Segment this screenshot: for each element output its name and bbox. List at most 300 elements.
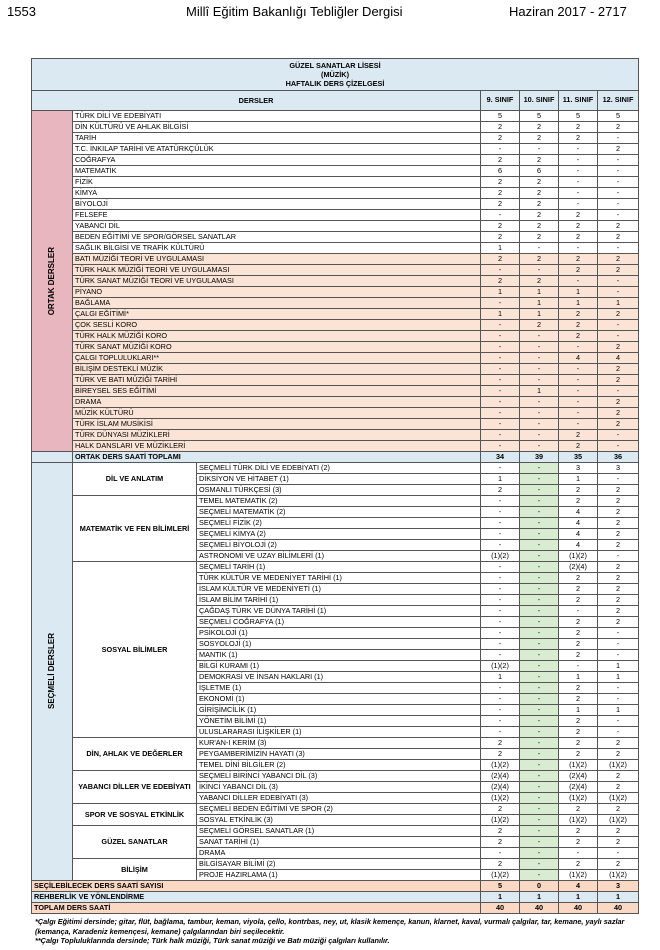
course-name: BİREYSEL SES EĞİTİMİ <box>73 386 481 397</box>
hours-cell: - <box>598 430 639 441</box>
hours-cell: - <box>481 265 520 276</box>
footnote-2: **Çalgı Topluluklarında dersinde; Türk halk müziği, Türk sanat müziği ve Batı müziği çalgıları kullanılır. <box>35 936 390 945</box>
hours-cell: 2 <box>559 804 598 815</box>
hours-cell: 2 <box>559 573 598 584</box>
hours-cell: - <box>520 474 559 485</box>
hours-cell: - <box>520 683 559 694</box>
col-grade-12: 12. SINIF <box>598 91 639 111</box>
hours-cell: 2 <box>598 485 639 496</box>
total-cell: 35 <box>559 452 598 463</box>
hours-cell: (1)(2) <box>559 815 598 826</box>
hours-cell: - <box>520 793 559 804</box>
hours-cell: (1)(2) <box>559 551 598 562</box>
table-row <box>32 320 639 331</box>
hours-cell: - <box>520 606 559 617</box>
hours-cell: 2 <box>520 210 559 221</box>
hours-cell: 4 <box>598 353 639 364</box>
table-row <box>32 265 639 276</box>
hours-cell: - <box>481 694 520 705</box>
hours-cell: 1 <box>598 661 639 672</box>
hours-cell: - <box>559 199 598 210</box>
hours-cell: 2 <box>598 606 639 617</box>
course-name: ÇALGI EĞİTİMİ* <box>73 309 481 320</box>
course-name: T.C. İNKILAP TARİHİ VE ATATÜRKÇÜLÜK <box>73 144 481 155</box>
hours-cell: - <box>598 639 639 650</box>
hours-cell: 2 <box>559 584 598 595</box>
hours-cell: 2 <box>559 595 598 606</box>
table-row <box>32 364 639 375</box>
hours-cell: - <box>520 782 559 793</box>
hours-cell: 2 <box>481 749 520 760</box>
hours-cell: - <box>481 848 520 859</box>
summary-cell: 4 <box>559 881 598 892</box>
table-row <box>32 397 639 408</box>
hours-cell: - <box>598 320 639 331</box>
hours-cell: - <box>481 562 520 573</box>
hours-cell: - <box>598 441 639 452</box>
group-name: SOSYAL BİLİMLER <box>73 562 197 738</box>
table-row <box>32 210 639 221</box>
course-name: TÜRK İSLAM MUSİKİSİ <box>73 419 481 430</box>
table-row <box>32 254 639 265</box>
hours-cell: - <box>481 595 520 606</box>
course-name: ULUSLARARASI İLİŞKİLER (1) <box>197 727 481 738</box>
hours-cell: - <box>481 342 520 353</box>
hours-cell: - <box>520 430 559 441</box>
table-row <box>32 419 639 430</box>
hours-cell: - <box>481 408 520 419</box>
course-name: TARİH <box>73 133 481 144</box>
hours-cell: (1)(2) <box>559 760 598 771</box>
hours-cell: 2 <box>598 419 639 430</box>
hours-cell: - <box>481 298 520 309</box>
hours-cell: - <box>559 606 598 617</box>
hours-cell: 4 <box>559 507 598 518</box>
hours-cell: - <box>520 507 559 518</box>
hours-cell: 2 <box>481 221 520 232</box>
hours-cell: 2 <box>598 573 639 584</box>
hours-cell: 2 <box>559 826 598 837</box>
course-name: SEÇMELİ MATEMATİK (2) <box>197 507 481 518</box>
hours-cell: - <box>481 463 520 474</box>
page-header <box>0 4 660 24</box>
total-cell: 34 <box>481 452 520 463</box>
hours-cell: 5 <box>520 111 559 122</box>
hours-cell: (2)(4) <box>559 562 598 573</box>
course-name: SEÇMELİ TÜRK DİLİ VE EDEBİYATI (2) <box>197 463 481 474</box>
hours-cell: - <box>520 705 559 716</box>
title-line-2: (MÜZİK) <box>321 70 349 79</box>
hours-cell: 4 <box>559 540 598 551</box>
hours-cell: 2 <box>598 771 639 782</box>
hours-cell: - <box>520 870 559 881</box>
table-row <box>32 232 639 243</box>
hours-cell: - <box>598 155 639 166</box>
hours-cell: 2 <box>598 540 639 551</box>
course-name: MANTIK (1) <box>197 650 481 661</box>
hours-cell: - <box>481 441 520 452</box>
hours-cell: 2 <box>520 320 559 331</box>
table-row <box>32 155 639 166</box>
hours-cell: 1 <box>559 287 598 298</box>
hours-cell: - <box>598 694 639 705</box>
course-name: TÜRK DİLİ VE EDEBİYATI <box>73 111 481 122</box>
course-name: TEMEL DİNİ BİLGİLER (2) <box>197 760 481 771</box>
hours-cell: (1)(2) <box>481 815 520 826</box>
title-line-3: HAFTALIK DERS ÇİZELGESİ <box>285 79 385 88</box>
hours-cell: 1 <box>520 386 559 397</box>
hours-cell: 2 <box>559 485 598 496</box>
course-name: TÜRK DÜNYASI MÜZİKLERİ <box>73 430 481 441</box>
course-name: BEDEN EĞİTİMİ VE SPOR/GÖRSEL SANATLAR <box>73 232 481 243</box>
table-row <box>32 463 639 474</box>
hours-cell: 2 <box>598 397 639 408</box>
hours-cell: (1)(2) <box>481 793 520 804</box>
course-name: YABANCI DİLLER EDEBİYATI (3) <box>197 793 481 804</box>
course-name: DEMOKRASİ VE İNSAN HAKLARI (1) <box>197 672 481 683</box>
hours-cell: - <box>598 727 639 738</box>
table-title <box>32 59 639 91</box>
hours-cell: 2 <box>598 562 639 573</box>
course-name: TÜRK SANAT MÜZİĞİ TEORİ VE UYGULAMASI <box>73 276 481 287</box>
hours-cell: - <box>598 628 639 639</box>
hours-cell: (1)(2) <box>598 760 639 771</box>
course-name: SANAT TARİHİ (1) <box>197 837 481 848</box>
hours-cell: - <box>520 738 559 749</box>
hours-cell: - <box>598 650 639 661</box>
table-row <box>32 177 639 188</box>
table-row <box>32 375 639 386</box>
course-name: PROJE HAZIRLAMA (1) <box>197 870 481 881</box>
course-name: BAĞLAMA <box>73 298 481 309</box>
hours-cell: 2 <box>559 716 598 727</box>
hours-cell: 5 <box>559 111 598 122</box>
hours-cell: 1 <box>598 705 639 716</box>
hours-cell: 2 <box>598 749 639 760</box>
table-row <box>32 859 639 870</box>
hours-cell: 2 <box>559 837 598 848</box>
hours-cell: 2 <box>598 309 639 320</box>
secmeli-label-text: SEÇMELİ DERSLER <box>47 633 56 710</box>
course-name: PİYANO <box>73 287 481 298</box>
hours-cell: (2)(4) <box>559 782 598 793</box>
hours-cell: - <box>598 287 639 298</box>
hours-cell: - <box>481 716 520 727</box>
hours-cell: (1)(2) <box>598 870 639 881</box>
hours-cell: 1 <box>481 474 520 485</box>
col-grade-11: 11. SINIF <box>559 91 598 111</box>
section-ortak-label <box>32 111 73 452</box>
hours-cell: 2 <box>481 276 520 287</box>
hours-cell: - <box>481 419 520 430</box>
hours-cell: - <box>559 342 598 353</box>
hours-cell: - <box>481 683 520 694</box>
hours-cell: - <box>559 188 598 199</box>
hours-cell: - <box>520 397 559 408</box>
course-name: SEÇMELİ COĞRAFYA (1) <box>197 617 481 628</box>
hours-cell: 2 <box>598 584 639 595</box>
hours-cell: - <box>559 243 598 254</box>
table-row <box>32 430 639 441</box>
hours-cell: - <box>481 507 520 518</box>
hours-cell: - <box>481 628 520 639</box>
footnotes <box>35 917 645 946</box>
hours-cell: (1)(2) <box>481 661 520 672</box>
hours-cell: - <box>520 771 559 782</box>
hours-cell: 2 <box>559 749 598 760</box>
table-row <box>32 298 639 309</box>
course-name: ÇALGI TOPLULUKLARI** <box>73 353 481 364</box>
summary-row <box>32 903 639 914</box>
course-name: ÇOK SESLİ KORO <box>73 320 481 331</box>
hours-cell: - <box>481 320 520 331</box>
course-name: SEÇMELİ TARİH (1) <box>197 562 481 573</box>
hours-cell: 1 <box>520 287 559 298</box>
summary-label: REHBERLİK VE YÖNLENDİRME <box>32 892 481 903</box>
course-name: FİZİK <box>73 177 481 188</box>
hours-cell: 1 <box>598 298 639 309</box>
total-cell: 39 <box>520 452 559 463</box>
course-name: SEÇMELİ BİRİNCİ YABANCI DİL (3) <box>197 771 481 782</box>
journal-title: Millî Eğitim Bakanlığı Tebliğler Dergisi <box>186 4 403 19</box>
hours-cell: 2 <box>481 133 520 144</box>
hours-cell: - <box>481 364 520 375</box>
hours-cell: - <box>520 419 559 430</box>
hours-cell: - <box>598 166 639 177</box>
hours-cell: - <box>559 386 598 397</box>
hours-cell: - <box>520 628 559 639</box>
hours-cell: - <box>481 210 520 221</box>
hours-cell: 2 <box>559 617 598 628</box>
table-row <box>32 342 639 353</box>
course-name: İSLAM KÜLTÜR VE MEDENİYETİ (1) <box>197 584 481 595</box>
total-label: ORTAK DERS SAATİ TOPLAMI <box>73 452 481 463</box>
hours-cell: 1 <box>481 672 520 683</box>
hours-cell: - <box>520 826 559 837</box>
spacer <box>32 452 73 463</box>
hours-cell: - <box>520 859 559 870</box>
hours-cell: - <box>520 727 559 738</box>
hours-cell: 2 <box>481 837 520 848</box>
group-name: MATEMATİK VE FEN BİLİMLERİ <box>73 496 197 562</box>
hours-cell: 2 <box>559 320 598 331</box>
hours-cell: 2 <box>598 254 639 265</box>
hours-cell: - <box>520 650 559 661</box>
course-name: OSMANLI TÜRKÇESİ (3) <box>197 485 481 496</box>
hours-cell: 6 <box>481 166 520 177</box>
hours-cell: - <box>520 584 559 595</box>
hours-cell: 2 <box>598 595 639 606</box>
hours-cell: 2 <box>559 331 598 342</box>
hours-cell: - <box>559 276 598 287</box>
hours-cell: - <box>520 749 559 760</box>
hours-cell: 1 <box>559 705 598 716</box>
hours-cell: - <box>598 188 639 199</box>
hours-cell: - <box>481 727 520 738</box>
hours-cell: 3 <box>598 463 639 474</box>
course-name: COĞRAFYA <box>73 155 481 166</box>
hours-cell: (1)(2) <box>598 815 639 826</box>
hours-cell: 1 <box>598 672 639 683</box>
hours-cell: 2 <box>481 738 520 749</box>
hours-cell: 4 <box>559 529 598 540</box>
table-row <box>32 441 639 452</box>
hours-cell: - <box>520 243 559 254</box>
hours-cell: - <box>520 551 559 562</box>
hours-cell: 2 <box>598 782 639 793</box>
hours-cell: 2 <box>598 617 639 628</box>
table-row <box>32 738 639 749</box>
hours-cell: 2 <box>598 375 639 386</box>
hours-cell: 1 <box>559 672 598 683</box>
hours-cell: 2 <box>559 496 598 507</box>
hours-cell: - <box>520 144 559 155</box>
hours-cell: - <box>520 848 559 859</box>
group-name: DİL VE ANLATIM <box>73 463 197 496</box>
hours-cell: - <box>481 573 520 584</box>
hours-cell: - <box>559 155 598 166</box>
table-row <box>32 408 639 419</box>
course-name: BİLGİ KURAMI (1) <box>197 661 481 672</box>
hours-cell: 1 <box>520 298 559 309</box>
hours-cell: - <box>520 672 559 683</box>
hours-cell: - <box>481 584 520 595</box>
hours-cell: - <box>481 518 520 529</box>
course-name: ASTRONOMİ VE UZAY BİLİMLERİ (1) <box>197 551 481 562</box>
hours-cell: 1 <box>481 243 520 254</box>
hours-cell: 2 <box>520 276 559 287</box>
hours-cell: 1 <box>481 287 520 298</box>
hours-cell: - <box>481 331 520 342</box>
course-name: KUR'AN-I KERİM (3) <box>197 738 481 749</box>
hours-cell: 2 <box>598 518 639 529</box>
hours-cell: 2 <box>481 199 520 210</box>
table-row <box>32 199 639 210</box>
hours-cell: - <box>598 199 639 210</box>
hours-cell: - <box>481 430 520 441</box>
hours-cell: - <box>598 177 639 188</box>
table-row <box>32 804 639 815</box>
hours-cell: 2 <box>559 650 598 661</box>
hours-cell: - <box>559 397 598 408</box>
group-name: YABANCI DİLLER VE EDEBİYATI <box>73 771 197 804</box>
hours-cell: 2 <box>559 639 598 650</box>
hours-cell: - <box>598 848 639 859</box>
table-row <box>32 166 639 177</box>
hours-cell: 2 <box>559 309 598 320</box>
hours-cell: 2 <box>481 254 520 265</box>
table-row <box>32 771 639 782</box>
course-name: DRAMA <box>197 848 481 859</box>
table-row <box>32 188 639 199</box>
summary-cell: 40 <box>481 903 520 914</box>
hours-cell: - <box>520 804 559 815</box>
hours-cell: - <box>559 408 598 419</box>
summary-cell: 40 <box>559 903 598 914</box>
hours-cell: - <box>481 353 520 364</box>
course-name: YÖNETİM BİLİMİ (1) <box>197 716 481 727</box>
course-name: EKONOMİ (1) <box>197 694 481 705</box>
hours-cell: - <box>481 606 520 617</box>
hours-cell: - <box>598 243 639 254</box>
hours-cell: - <box>559 177 598 188</box>
hours-cell: - <box>520 529 559 540</box>
hours-cell: - <box>481 144 520 155</box>
summary-cell: 5 <box>481 881 520 892</box>
hours-cell: - <box>598 210 639 221</box>
hours-cell: 5 <box>598 111 639 122</box>
table-row <box>32 133 639 144</box>
hours-cell: 2 <box>559 265 598 276</box>
hours-cell: 2 <box>481 804 520 815</box>
hours-cell: 4 <box>559 518 598 529</box>
hours-cell: 2 <box>598 342 639 353</box>
course-name: PSİKOLOJİ (1) <box>197 628 481 639</box>
hours-cell: 2 <box>559 683 598 694</box>
hours-cell: 6 <box>520 166 559 177</box>
hours-cell: 2 <box>559 441 598 452</box>
summary-label: TOPLAM DERS SAATİ <box>32 903 481 914</box>
course-name: DİKSİYON VE HİTABET (1) <box>197 474 481 485</box>
hours-cell: 2 <box>559 210 598 221</box>
hours-cell: 2 <box>520 232 559 243</box>
hours-cell: - <box>481 397 520 408</box>
hours-cell: 2 <box>598 859 639 870</box>
table-row <box>32 144 639 155</box>
summary-cell: 40 <box>520 903 559 914</box>
summary-label: SEÇİLEBİLECEK DERS SAATİ SAYISI <box>32 881 481 892</box>
hours-cell: 2 <box>559 254 598 265</box>
hours-cell: - <box>481 650 520 661</box>
course-name: SEÇMELİ FİZİK (2) <box>197 518 481 529</box>
hours-cell: 2 <box>598 507 639 518</box>
hours-cell: 2 <box>520 177 559 188</box>
hours-cell: 2 <box>559 430 598 441</box>
hours-cell: - <box>520 265 559 276</box>
ortak-label-text: ORTAK DERSLER <box>47 246 56 316</box>
course-name: SEÇMELİ BİYOLOJİ (2) <box>197 540 481 551</box>
hours-cell: 2 <box>598 221 639 232</box>
hours-cell: 2 <box>481 122 520 133</box>
course-name: MÜZİK KÜLTÜRÜ <box>73 408 481 419</box>
hours-cell: - <box>520 562 559 573</box>
hours-cell: - <box>520 496 559 507</box>
hours-cell: - <box>481 705 520 716</box>
hours-cell: - <box>481 529 520 540</box>
course-name: TEMEL MATEMATİK (2) <box>197 496 481 507</box>
course-name: PEYGAMBERİMİZİN HAYATI (3) <box>197 749 481 760</box>
hours-cell: - <box>520 716 559 727</box>
hours-cell: (2)(4) <box>481 771 520 782</box>
course-name: DİN KÜLTÜRÜ VE AHLAK BİLGİSİ <box>73 122 481 133</box>
hours-cell: 2 <box>559 738 598 749</box>
hours-cell: - <box>520 463 559 474</box>
course-name: SAĞLIK BİLGİSİ VE TRAFİK KÜLTÜRÜ <box>73 243 481 254</box>
summary-cell: 1 <box>481 892 520 903</box>
hours-cell: - <box>598 474 639 485</box>
hours-cell: 2 <box>598 826 639 837</box>
table-row <box>32 122 639 133</box>
table-row <box>32 243 639 254</box>
course-name: BİLİŞİM DESTEKLİ MÜZİK <box>73 364 481 375</box>
course-name: İŞLETME (1) <box>197 683 481 694</box>
hours-cell: - <box>520 408 559 419</box>
hours-cell: - <box>598 683 639 694</box>
hours-cell: 2 <box>559 122 598 133</box>
hours-cell: 2 <box>598 265 639 276</box>
course-name: İKİNCİ YABANCI DİL (3) <box>197 782 481 793</box>
hours-cell: - <box>520 518 559 529</box>
